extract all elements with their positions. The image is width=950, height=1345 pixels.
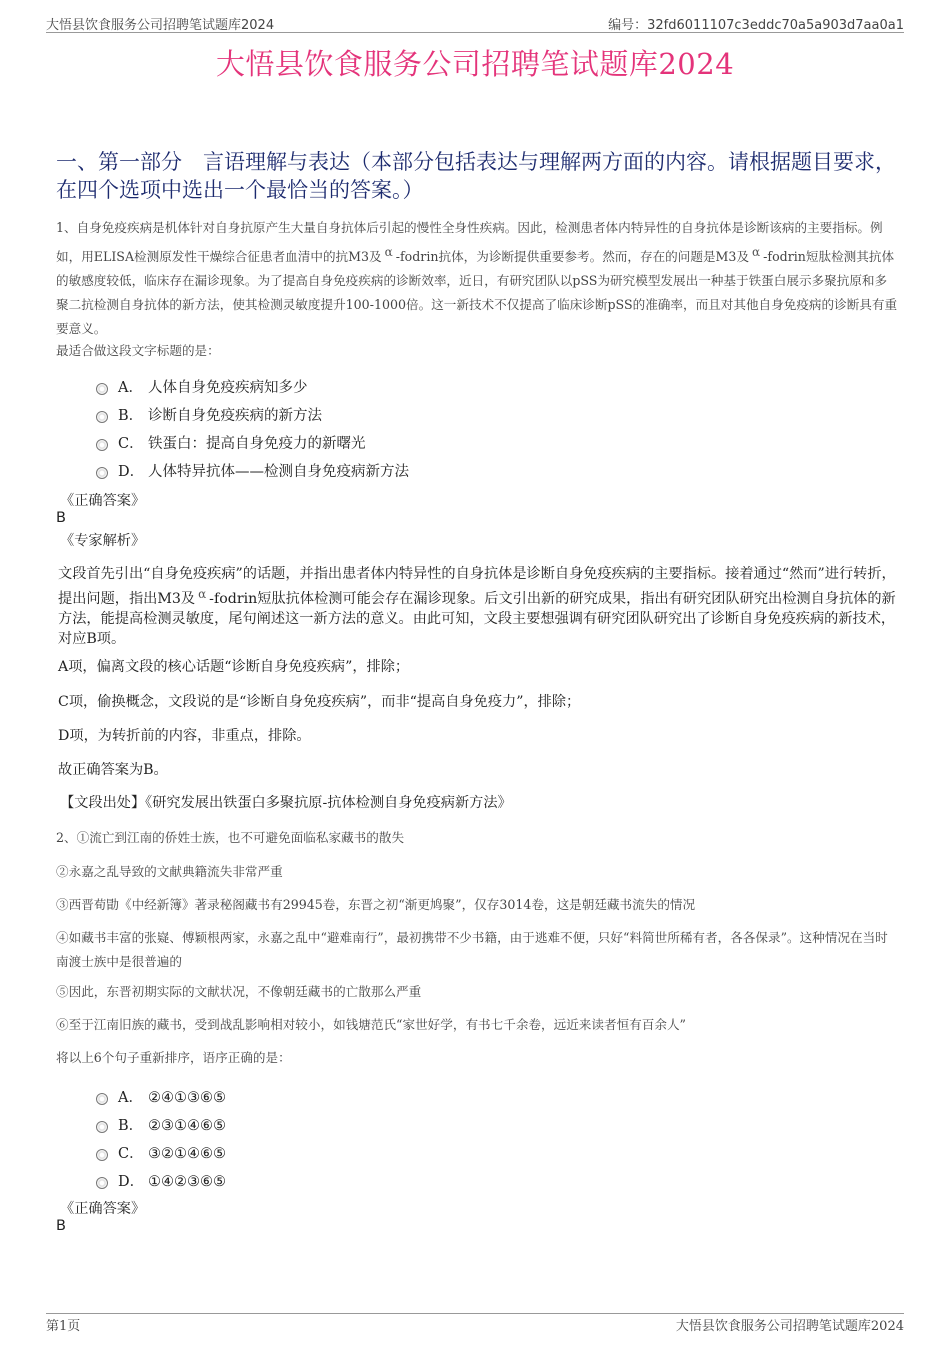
- answer-label: 《正确答案》: [60, 1201, 146, 1217]
- alpha-symbol: α: [384, 245, 393, 259]
- option-text: 人体特异抗体——检测自身免疫病新方法: [148, 464, 409, 480]
- option-text: ③②①④⑥⑤: [148, 1146, 226, 1162]
- section-title: 一、第一部分 言语理解与表达（本部分包括表达与理解两方面的内容。请根据题目要求，在四个选项中选出一个最恰当的答案。）: [56, 150, 896, 202]
- option-key: C．: [118, 436, 144, 452]
- option-key: D．: [118, 1174, 145, 1190]
- question-2-sentence: ②永嘉之乱导致的文献典籍流失非常严重: [56, 864, 283, 879]
- alpha-symbol: α: [752, 245, 761, 259]
- question-1-text-a: 1、自身免疫疾病是机体针对自身抗原产生大量自身抗体后引起的慢性全身性疾病。因此，检测患者体内特异性的自身抗体是诊断该病的主要指标。例如，用ELISA检测原发性干燥综合征患者血清中的抗M3及: [56, 220, 883, 264]
- q2-option-b[interactable]: [96, 1114, 226, 1134]
- option-key: D．: [118, 464, 145, 480]
- page-title: 大悟县饮食服务公司招聘笔试题库2024: [215, 47, 735, 81]
- radio-icon[interactable]: [96, 439, 108, 451]
- question-1-prompt: 最适合做这段文字标题的是：: [56, 343, 220, 358]
- option-text: 诊断自身免疫疾病的新方法: [148, 408, 322, 424]
- answer-value: B: [56, 1218, 66, 1234]
- q2-option-c[interactable]: [96, 1142, 226, 1162]
- radio-icon[interactable]: [96, 1093, 108, 1105]
- option-key: B．: [118, 1118, 144, 1134]
- question-2-sentence: ④如藏书丰富的张嶷、傅颖根两家，永嘉之乱中“避难南行”，最初携带不少书籍，由于逃难不便，只好“料简世所稀有者，各各保录”。这种情况在当时南渡士族中是很普遍的: [56, 930, 888, 969]
- question-1-text-c: -fodrin短肽检测其抗体的敏感度较低，临床存在漏诊现象。为了提高自身免疫疾病的诊断效率，近日，有研究团队以pSS为研究模型发展出一种基于铁蛋白展示多聚抗原和多聚二抗检测自身抗体的新方法，使其检测灵敏度提升100-1000倍。这一新技术不仅提高了临床诊断pSS的准确率，而且对其他自身免疫病的诊断具有重要意义。: [56, 249, 898, 336]
- answer-value: B: [56, 510, 66, 526]
- analysis-conclusion: 故正确答案为B。: [58, 762, 168, 778]
- analysis-line-a: A项，偏离文段的核心话题“诊断自身免疫疾病”，排除；: [58, 659, 410, 675]
- answer-label: 《正确答案》: [60, 493, 146, 509]
- q2-option-d[interactable]: [96, 1170, 226, 1190]
- analysis-text-b: -fodrin短肽抗体检测可能会存在漏诊现象。后文引出新的研究成果，指出有研究团队研究出检测自身抗体的新方法，能提高检测灵敏度，尾句阐述这一新方法的意义。由此可知，文段主要想强调有研究团队研究出了诊断自身免疫疾病的新技术，对应B项。: [58, 591, 896, 647]
- question-1-text-b: -fodrin抗体，为诊断提供重要参考。然而，存在的问题是M3及: [395, 249, 750, 264]
- radio-icon[interactable]: [96, 1121, 108, 1133]
- page-footer: [46, 1313, 904, 1332]
- question-2-prompt: 将以上6个句子重新排序，语序正确的是：: [56, 1050, 291, 1065]
- analysis-text-a: 文段首先引出“自身免疫疾病”的话题，并指出患者体内特异性的自身抗体是诊断自身免疫疾病的主要指标。接着通过“然而”进行转折，提出问题，指出M3及: [58, 566, 896, 607]
- option-text: 人体自身免疫疾病知多少: [148, 380, 308, 396]
- header-doc-id: 编号：32fd6011107c3eddc70a5a903d7aa0a1: [608, 18, 904, 33]
- q1-option-a[interactable]: [96, 376, 308, 396]
- option-key: A．: [118, 380, 143, 396]
- page-number: 第1页: [46, 1319, 81, 1334]
- option-text: 铁蛋白：提高自身免疫力的新曙光: [148, 436, 366, 452]
- radio-icon[interactable]: [96, 1149, 108, 1161]
- q2-option-a[interactable]: [96, 1086, 226, 1106]
- option-text: ①④②③⑥⑤: [148, 1174, 226, 1190]
- footer-title: 大悟县饮食服务公司招聘笔试题库2024: [675, 1319, 904, 1334]
- analysis-line-d: D项，为转折前的内容，非重点，排除。: [58, 728, 311, 744]
- option-key: C．: [118, 1146, 144, 1162]
- option-key: B．: [118, 408, 144, 424]
- radio-icon[interactable]: [96, 411, 108, 423]
- question-2-sentence: ⑤因此，东晋初期实际的文献状况，不像朝廷藏书的亡散那么严重: [56, 984, 422, 999]
- header-title: 大悟县饮食服务公司招聘笔试题库2024: [46, 18, 275, 33]
- q1-option-c[interactable]: [96, 432, 366, 452]
- question-2-sentence: ⑥至于江南旧族的藏书，受到战乱影响相对较小，如钱塘范氏“家世好学，有书七千余卷，远近来读者恒有百余人”: [56, 1017, 686, 1032]
- question-2-sentence: 2、①流亡到江南的侨姓士族，也不可避免面临私家藏书的散失: [56, 830, 405, 845]
- q1-option-d[interactable]: [96, 460, 409, 480]
- radio-icon[interactable]: [96, 383, 108, 395]
- analysis-line-c: C项，偷换概念，文段说的是“诊断自身免疫疾病”，而非“提高自身免疫力”，排除；: [58, 694, 581, 710]
- option-key: A．: [118, 1090, 143, 1106]
- analysis-text: [58, 564, 896, 649]
- alpha-symbol: α: [198, 587, 207, 601]
- page-header: [46, 12, 904, 33]
- analysis-label: 《专家解析》: [60, 533, 146, 549]
- radio-icon[interactable]: [96, 1177, 108, 1189]
- text-source: 【文段出处】《研究发展出铁蛋白多聚抗原-抗体检测自身免疫病新方法》: [60, 795, 512, 811]
- option-text: ②③①④⑥⑤: [148, 1118, 226, 1134]
- question-1-text: [56, 216, 898, 341]
- q1-option-b[interactable]: [96, 404, 322, 424]
- option-text: ②④①③⑥⑤: [148, 1090, 226, 1106]
- question-2-sentence: ③西晋荀勖《中经新簿》著录秘阁藏书有29945卷，东晋之初“渐更鸠聚”，仅存3014卷，这是朝廷藏书流失的情况: [56, 897, 696, 912]
- radio-icon[interactable]: [96, 467, 108, 479]
